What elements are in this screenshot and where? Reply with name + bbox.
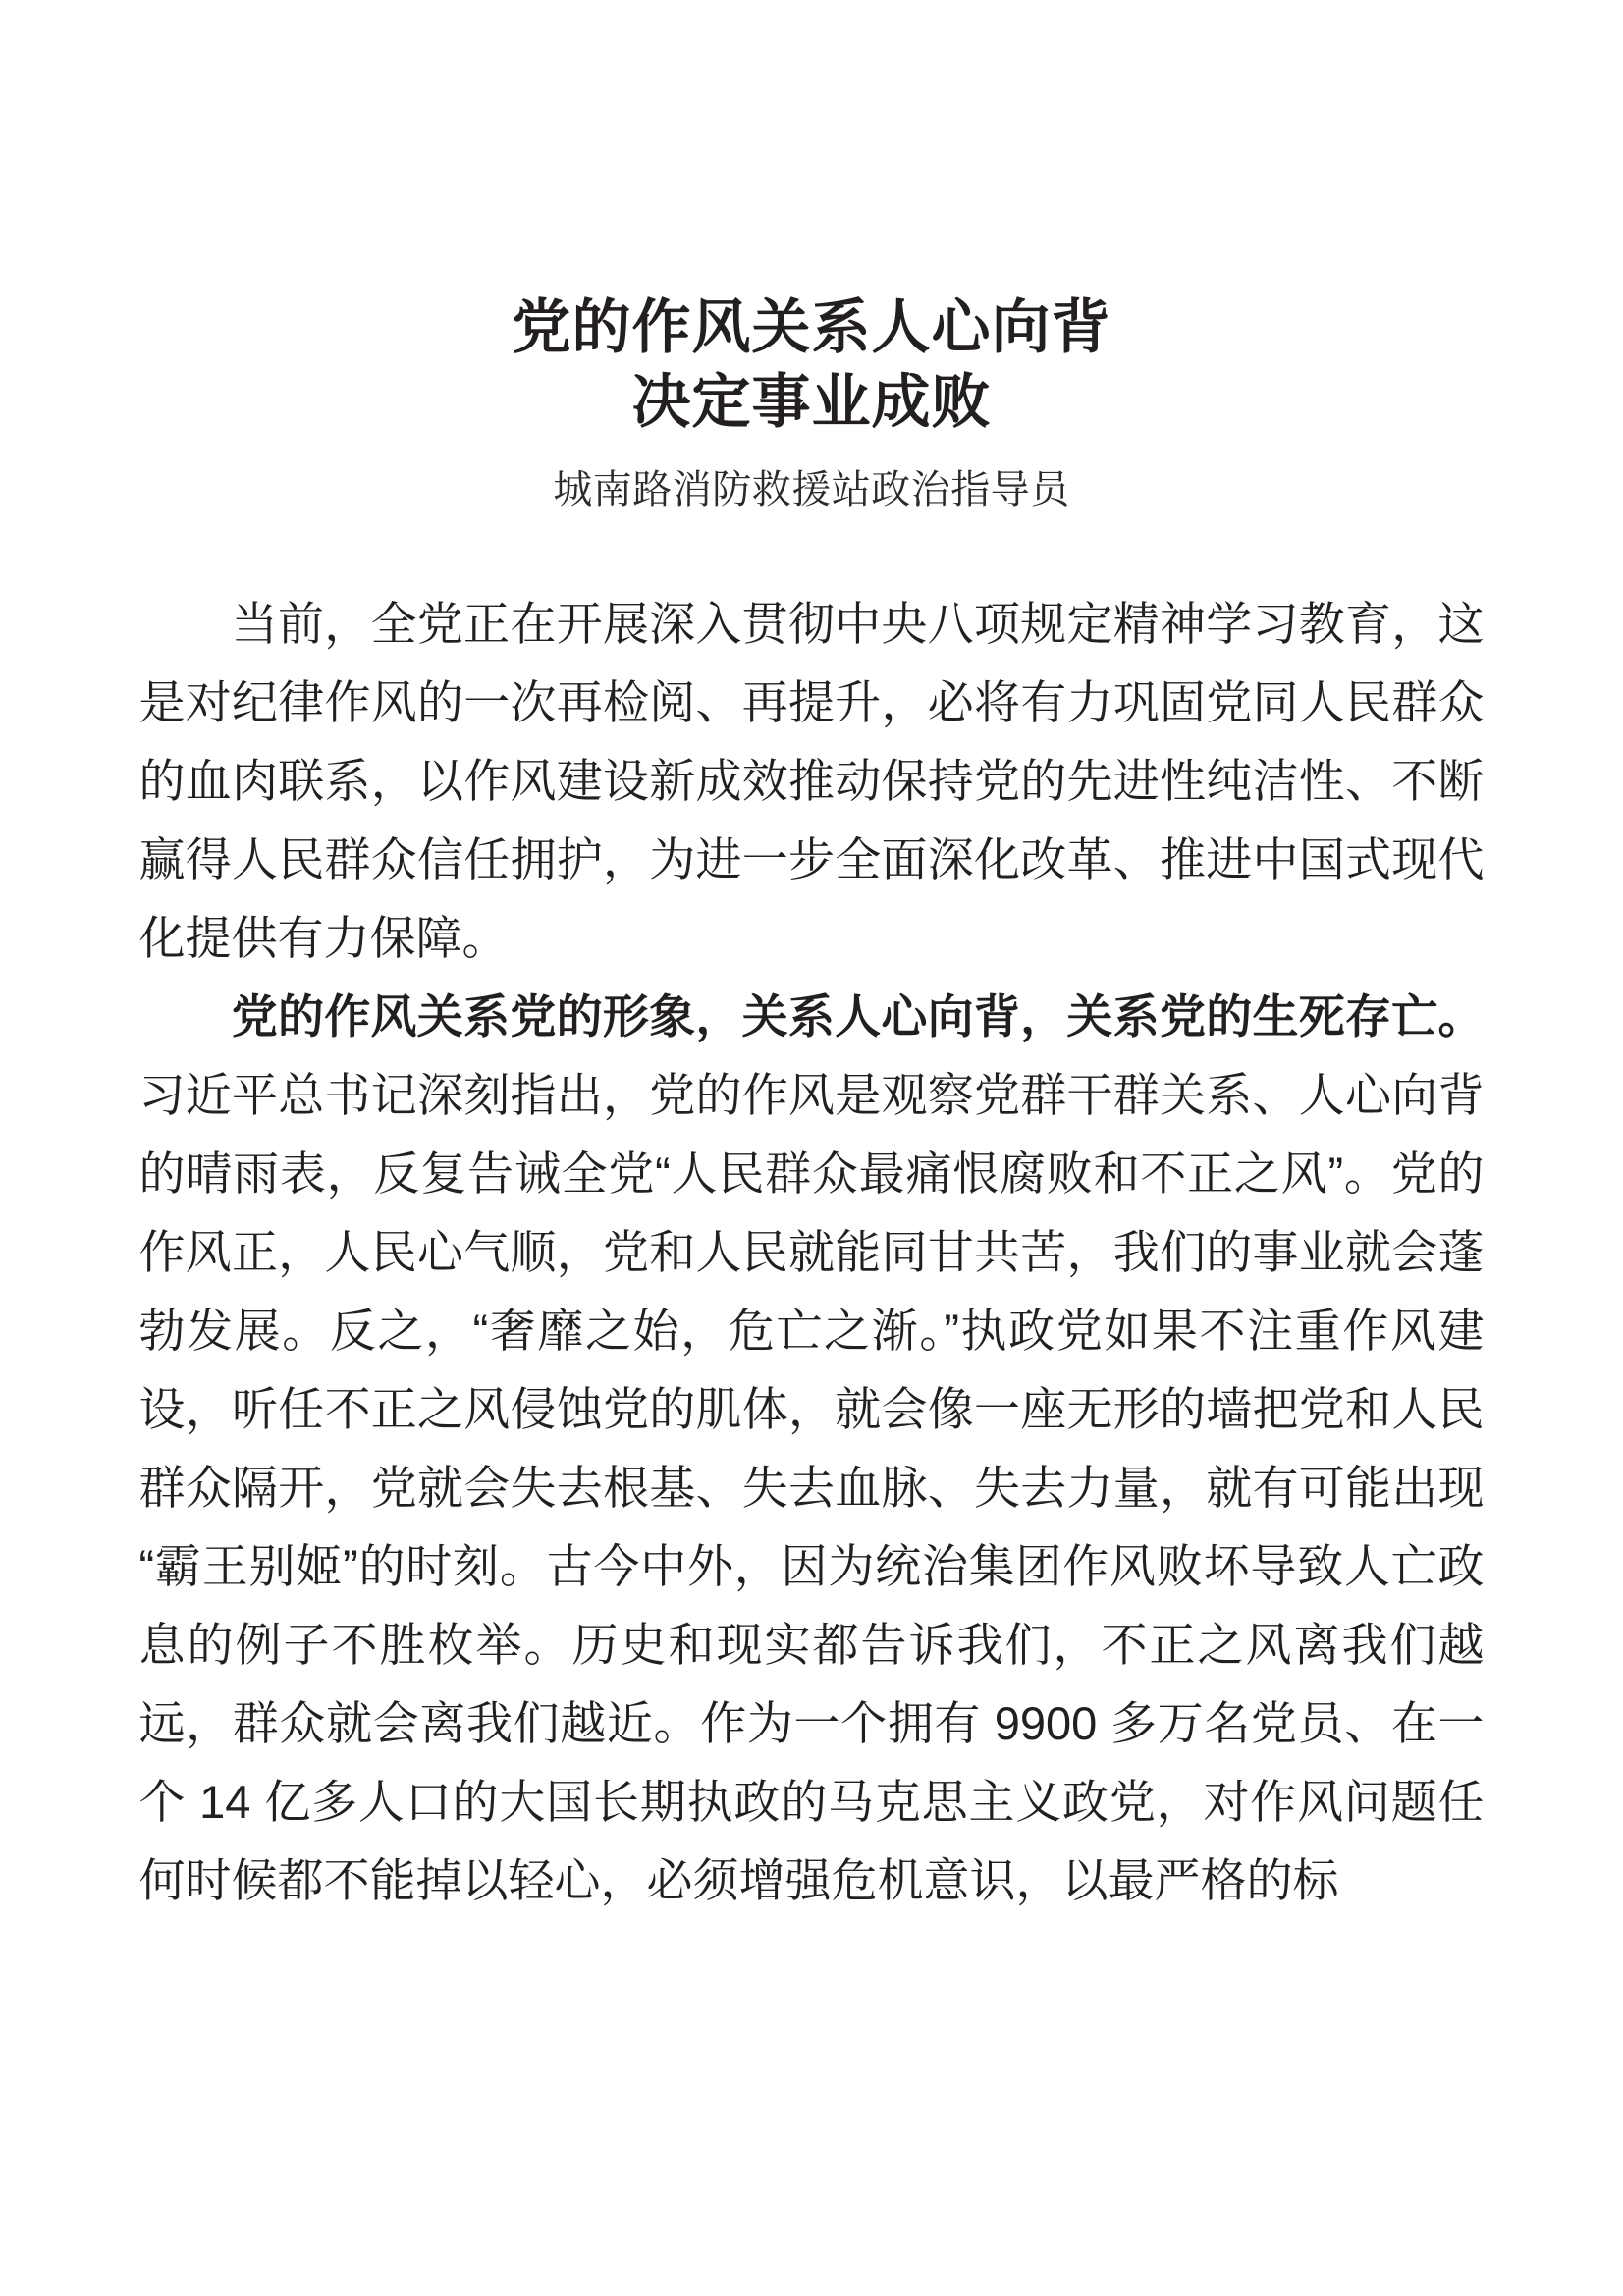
paragraph-2-lead-bold: 党的作风关系党的形象，关系人心向背，关系党的生死存亡。 (231, 990, 1485, 1042)
paragraph-1 (139, 585, 1485, 978)
title-block (0, 0, 1623, 516)
paragraph-2 (139, 978, 1485, 1920)
paragraph-2-text: 习近平总书记深刻指出，党的作风是观察党群干群关系、人心向背的晴雨表，反复告诫全党“人民群众最痛恨腐败和不正之风”。党的作风正，人民心气顺，党和人民就能同甘共苦，我们的事业就会蓬勃发展。反之，“奢靡之始，危亡之渐。”执政党如果不注重作风建设，听任不正之风侵蚀党的肌体，就会像一座无形的墙把党和人民群众隔开，党就会失去根基、失去血脉、失去力量，就有可能出现“霸王别姬”的时刻。古今中外，因为统治集团作风败坏导致人亡政息的例子不胜枚举。历史和现实都告诉我们，不正之风离我们越远，群众就会离我们越近。作为一个拥有 9900 多万名党员、在一个 14 亿多人口的大国长期执政的马克思主义政党，对作风问题任何时候都不能掉以轻心，必须增强危机意识，以最严格的标 (138, 1069, 1485, 1906)
page-title-line-1: 党的作风关系人心向背 (512, 294, 1111, 360)
page-title-line-2: 决定事业成败 (631, 369, 992, 435)
page-subtitle: 城南路消防救援站政治指导员 (553, 468, 1070, 511)
document-body (139, 516, 1485, 1920)
paragraph-1-text: 当前，全党正在开展深入贯彻中央八项规定精神学习教育，这是对纪律作风的一次再检阅、再提升，必将有力巩固党同人民群众的血肉联系，以作风建设新成效推动保持党的先进性纯洁性、不断赢得人民群众信任拥护，为进一步全面深化改革、推进中国式现代化提供有力保障。 (138, 598, 1485, 964)
